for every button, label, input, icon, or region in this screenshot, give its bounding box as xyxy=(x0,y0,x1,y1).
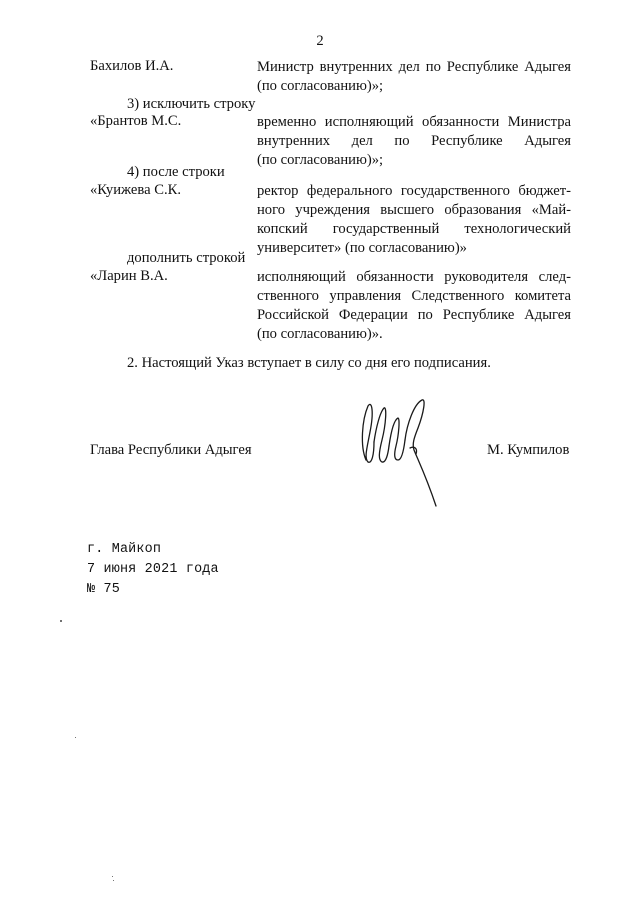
footer-city: г. Майкоп xyxy=(87,542,162,557)
person-name-bakhilov: Бахилов И.А. xyxy=(90,58,174,74)
desc-line: (по согласованию)». xyxy=(257,326,383,342)
person-desc-bakhilov xyxy=(257,58,571,96)
desc-line: университет» (по согласованию)» xyxy=(257,240,467,256)
desc-line: Российской Федерации по Республике Адыгея xyxy=(257,307,571,323)
person-name-larin: «Ларин В.А. xyxy=(90,268,168,284)
desc-line: (по согласованию)»; xyxy=(257,78,384,94)
signatory-name: М. Кумпилов xyxy=(487,442,570,458)
scan-speck xyxy=(75,737,76,738)
scan-speck xyxy=(112,876,113,877)
scan-speck xyxy=(60,620,62,622)
person-desc-brantov xyxy=(257,113,571,170)
desc-line: копский государственный технологический xyxy=(257,221,571,237)
instruction-add-line: дополнить строкой xyxy=(127,250,246,266)
person-desc-larin xyxy=(257,268,571,344)
clause-2-text: 2. Настоящий Указ вступает в силу со дня его подписания. xyxy=(127,355,491,371)
instruction-after-line: 4) после строки xyxy=(127,164,225,180)
desc-line: ректор федерального государственного бюджет- xyxy=(257,183,571,199)
footer-date: 7 июня 2021 года xyxy=(87,562,219,577)
person-name-brantov: «Брантов М.С. xyxy=(90,113,182,129)
person-desc-kuizheva xyxy=(257,182,571,258)
desc-line: (по согласованию)»; xyxy=(257,152,384,168)
desc-line: исполняющий обязанности руководителя след- xyxy=(257,269,571,285)
footer-number: № 75 xyxy=(87,582,120,597)
desc-line: временно исполняющий обязанности Министра xyxy=(257,114,571,130)
desc-line: Министр внутренних дел по Республике Адыгея xyxy=(257,59,571,75)
page-number: 2 xyxy=(316,33,324,49)
person-name-kuizheva: «Куижева С.К. xyxy=(90,182,181,198)
desc-line: ного учреждения высшего образования «Май- xyxy=(257,202,571,218)
handwritten-signature-icon xyxy=(352,398,442,510)
signatory-position: Глава Республики Адыгея xyxy=(90,442,252,458)
instruction-remove-line: 3) исключить строку xyxy=(127,96,256,112)
scan-speck xyxy=(113,880,114,881)
desc-line: внутренних дел по Республике Адыгея xyxy=(257,133,571,149)
desc-line: ственного управления Следственного комитета xyxy=(257,288,571,304)
